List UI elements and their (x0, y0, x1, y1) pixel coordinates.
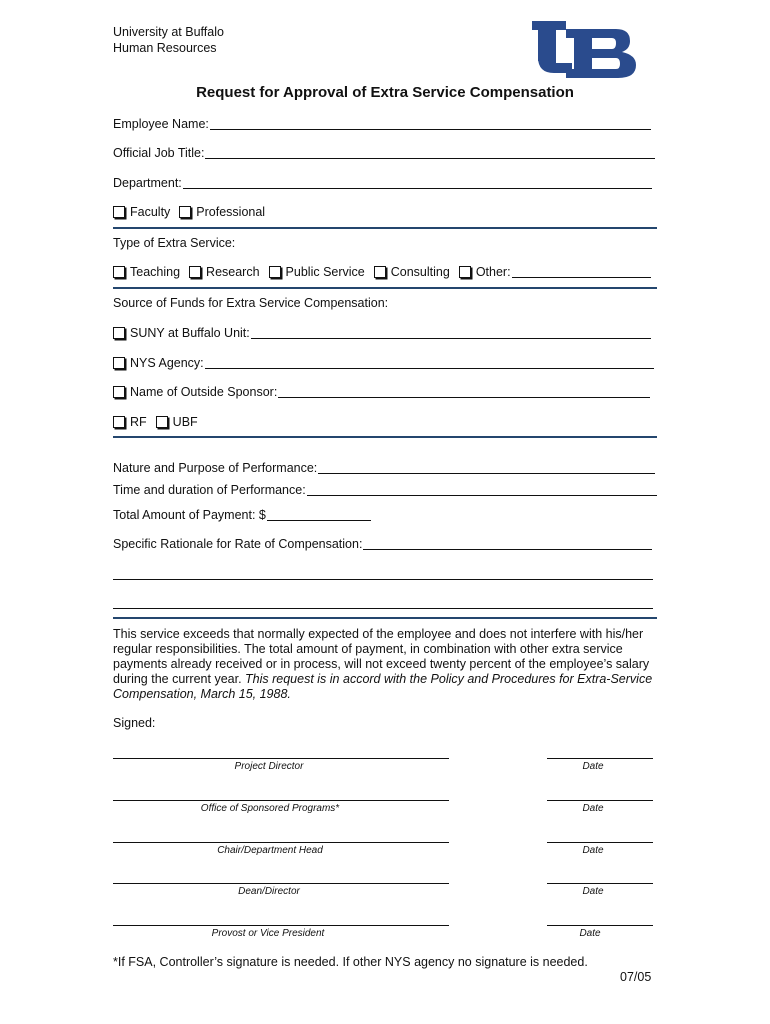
org-header (113, 24, 224, 56)
department-field[interactable] (183, 188, 652, 189)
chair-date-label: Date (582, 845, 604, 856)
chair-signature-line[interactable] (113, 842, 449, 843)
dean-signature-line[interactable] (113, 883, 449, 884)
service-heading: Type of Extra Service: (113, 236, 236, 250)
ubf-label: UBF (172, 415, 198, 429)
nys-agency-label: NYS Agency: (130, 356, 204, 370)
public-service-checkbox[interactable] (269, 266, 281, 278)
provost-date-line[interactable] (547, 925, 653, 926)
other-label: Other: (475, 265, 511, 279)
teaching-checkbox[interactable] (113, 266, 125, 278)
project-director-date-line[interactable] (547, 758, 653, 759)
suny-unit-label: SUNY at Buffalo Unit: (130, 326, 250, 340)
org-name: University at Buffalo (113, 25, 224, 39)
outside-sponsor-label: Name of Outside Sponsor: (130, 385, 278, 399)
consulting-label: Consulting (390, 265, 450, 279)
time-field[interactable] (307, 495, 657, 496)
provost-label: Provost or Vice President (211, 928, 325, 939)
section-divider (113, 227, 657, 229)
chair-date-line[interactable] (547, 842, 653, 843)
footnote: *If FSA, Controller’s signature is needed. If other NYS agency no signature is needed. (113, 955, 588, 969)
rationale-label: Specific Rationale for Rate of Compensation: (113, 537, 363, 551)
policy-statement-text: This service exceeds that normally expected of the employee and does not interfere with his/her regular responsibilities. The total amount of payment, in combination with other extra service payments already received or in process, will not exceed twenty percent of the employee’s salary during the current year. (113, 627, 650, 686)
ubf-checkbox[interactable] (156, 416, 168, 428)
rationale-line-2[interactable] (113, 579, 653, 580)
provost-signature-line[interactable] (113, 925, 449, 926)
department-row (113, 175, 652, 191)
nys-agency-row (113, 355, 654, 371)
project-director-date-label: Date (582, 761, 604, 772)
faculty-label: Faculty (130, 205, 171, 219)
project-director-label: Project Director (234, 761, 304, 772)
nature-label: Nature and Purpose of Performance: (113, 461, 318, 475)
dean-label: Dean/Director (238, 886, 300, 897)
form-code: 07/05 (620, 970, 652, 984)
suny-unit-field[interactable] (251, 338, 651, 339)
appointment-row (113, 204, 274, 220)
job-title-field[interactable] (205, 158, 655, 159)
rf-ubf-row (113, 414, 207, 430)
teaching-label: Teaching (130, 265, 181, 279)
outside-sponsor-checkbox[interactable] (113, 386, 125, 398)
time-row (113, 482, 657, 498)
outside-sponsor-field[interactable] (278, 397, 650, 398)
section-divider (113, 287, 657, 289)
job-title-label: Official Job Title: (113, 146, 205, 160)
rationale-field[interactable] (363, 549, 652, 550)
outside-sponsor-row (113, 384, 650, 400)
rationale-row (113, 536, 652, 552)
research-label: Research (206, 265, 260, 279)
employee-name-row (113, 116, 651, 132)
dean-date-label: Date (582, 886, 604, 897)
ub-logo-mark (532, 21, 640, 79)
section-divider (113, 617, 657, 619)
funds-heading: Source of Funds for Extra Service Compensation: (113, 296, 389, 310)
project-director-signature-line[interactable] (113, 758, 449, 759)
nature-row (113, 460, 655, 476)
time-label: Time and duration of Performance: (113, 483, 306, 497)
section-divider (113, 436, 657, 438)
sponsored-programs-label: Office of Sponsored Programs* (200, 803, 340, 814)
other-field[interactable] (512, 277, 651, 278)
form-title: Request for Approval of Extra Service Compensation (196, 84, 574, 101)
professional-label: Professional (196, 205, 266, 219)
employee-name-field[interactable] (210, 129, 651, 130)
faculty-checkbox[interactable] (113, 206, 125, 218)
sponsored-programs-date-line[interactable] (547, 800, 653, 801)
other-checkbox[interactable] (459, 266, 471, 278)
rf-label: RF (130, 415, 147, 429)
policy-statement (113, 627, 659, 702)
ub-logo (532, 21, 640, 79)
service-options-row (113, 264, 651, 280)
professional-checkbox[interactable] (179, 206, 191, 218)
rf-checkbox[interactable] (113, 416, 125, 428)
amount-field[interactable] (267, 520, 371, 521)
sponsored-programs-signature-line[interactable] (113, 800, 449, 801)
org-department: Human Resources (113, 41, 217, 55)
job-title-row (113, 145, 655, 161)
provost-date-label: Date (579, 928, 601, 939)
department-label: Department: (113, 176, 182, 190)
dean-date-line[interactable] (547, 883, 653, 884)
chair-label: Chair/Department Head (217, 845, 323, 856)
amount-label: Total Amount of Payment: $ (113, 508, 266, 522)
signed-label: Signed: (113, 716, 156, 730)
suny-unit-row (113, 325, 651, 341)
employee-name-label: Employee Name: (113, 117, 209, 131)
nature-field[interactable] (318, 473, 655, 474)
research-checkbox[interactable] (189, 266, 201, 278)
policy-reference: This request is in accord with the Policy and Procedures for Extra-Service Compensation, March 15, 1988. (113, 672, 653, 701)
rationale-line-3[interactable] (113, 608, 653, 609)
public-service-label: Public Service (285, 265, 365, 279)
consulting-checkbox[interactable] (374, 266, 386, 278)
suny-unit-checkbox[interactable] (113, 327, 125, 339)
nys-agency-field[interactable] (205, 368, 654, 369)
amount-row (113, 507, 371, 523)
nys-agency-checkbox[interactable] (113, 357, 125, 369)
sponsored-programs-date-label: Date (582, 803, 604, 814)
